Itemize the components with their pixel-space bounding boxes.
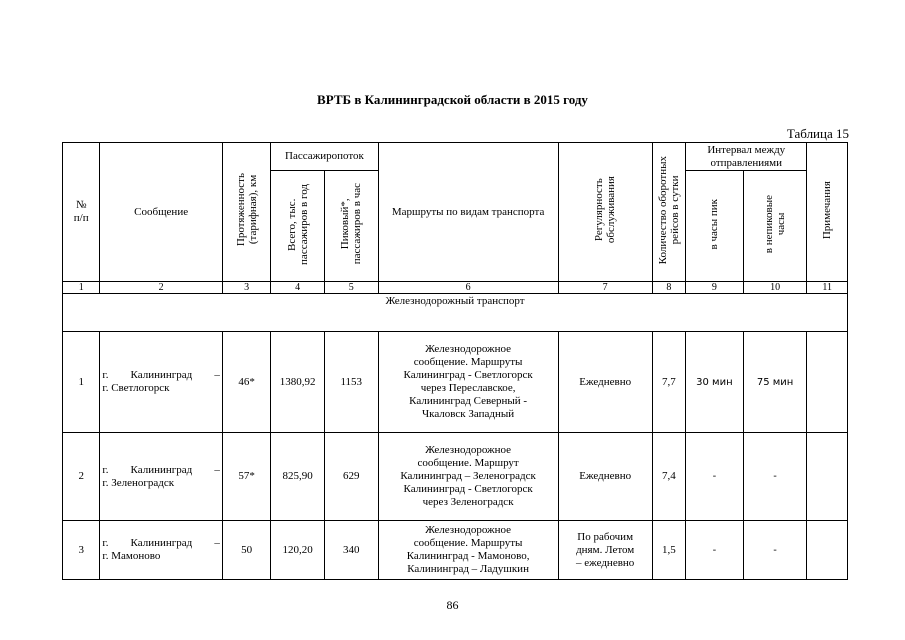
header-trips: [652, 143, 685, 282]
document-title: ВРТБ в Калининградской области в 2015 году: [317, 92, 588, 107]
row-message-line2: г. Мамоново: [102, 550, 161, 562]
header-peak-text: Пиковый*, пассажиров в час: [339, 183, 364, 265]
column-number: 5: [324, 282, 378, 294]
row-total: 825,90: [271, 433, 325, 521]
row-num: 1: [63, 332, 100, 433]
row-interval-offpeak: -: [743, 521, 807, 580]
column-number: 9: [686, 282, 744, 294]
row-interval-peak: -: [686, 433, 744, 521]
row-length: 50: [222, 521, 271, 580]
row-interval-offpeak: 75 мин: [743, 332, 807, 433]
row-regularity: По рабочим дням. Летом – ежедневно: [558, 521, 652, 580]
column-number: 7: [558, 282, 652, 294]
header-num: № п/п: [63, 143, 100, 282]
header-total: [271, 171, 325, 282]
row-peak: 1153: [324, 332, 378, 433]
column-numbers-row: [63, 282, 848, 294]
section-spacer: [63, 309, 848, 332]
row-num: 3: [63, 521, 100, 580]
row-peak: 340: [324, 521, 378, 580]
table-row: [63, 433, 848, 521]
row-trips: 7,7: [652, 332, 685, 433]
routes-table: [62, 142, 848, 580]
row-length: 46*: [222, 332, 271, 433]
row-message: [100, 332, 222, 433]
column-number: 3: [222, 282, 271, 294]
header-length: [222, 143, 271, 282]
column-number: 10: [743, 282, 807, 294]
header-regularity-text: Регулярность обслуживания: [593, 176, 618, 244]
header-trips-text: Количество оборотных рейсов в сутки: [656, 155, 681, 265]
header-interval-offpeak: [743, 171, 807, 282]
section-title: Железнодорожный транспорт: [63, 294, 848, 310]
row-routes: Железнодорожное сообщение. Маршрут Калининград – Зеленоградск Калининград - Светлогорск через Зеленоградск: [378, 433, 558, 521]
page-number: 86: [446, 598, 459, 612]
header-total-text: Всего, тыс. пассажиров в год: [285, 183, 310, 265]
header-interval-peak: [686, 171, 744, 282]
row-message: [100, 521, 222, 580]
row-regularity: Ежедневно: [558, 433, 652, 521]
row-routes: Железнодорожное сообщение. Маршруты Калининград - Светлогорск через Переславское, Калининград Северный - Чкаловск Западный: [378, 332, 558, 433]
header-peak: [324, 171, 378, 282]
header-interval: Интервал между отправлениями: [686, 143, 807, 171]
row-notes: [807, 332, 848, 433]
header-notes: [807, 143, 848, 282]
row-message-line1: г. Калининград –: [102, 369, 220, 381]
section-row: [63, 294, 848, 310]
column-number: 1: [63, 282, 100, 294]
row-total: 1380,92: [271, 332, 325, 433]
row-message: [100, 433, 222, 521]
column-number: 4: [271, 282, 325, 294]
column-number: 2: [100, 282, 222, 294]
row-message-line2: г. Зеленоградск: [102, 476, 175, 489]
column-number: 11: [807, 282, 848, 294]
row-interval-peak: -: [686, 521, 744, 580]
row-routes: Железнодорожное сообщение. Маршруты Калининград - Мамоново, Калининград – Ладушкин: [378, 521, 558, 580]
header-regularity: [558, 143, 652, 282]
section-spacer-row: [63, 309, 848, 332]
row-length: 57*: [222, 433, 271, 521]
row-message-line1: г. Калининград –: [102, 463, 220, 476]
row-notes: [807, 433, 848, 521]
row-regularity: Ежедневно: [558, 332, 652, 433]
column-number: 8: [652, 282, 685, 294]
row-peak: 629: [324, 433, 378, 521]
row-trips: 7,4: [652, 433, 685, 521]
header-length-text: Протяженность (тарифная), км: [234, 173, 259, 247]
header-notes-text: Примечания: [821, 180, 834, 240]
row-trips: 1,5: [652, 521, 685, 580]
header-routes: Маршруты по видам транспорта: [378, 143, 558, 282]
row-num: 2: [63, 433, 100, 521]
table-row: [63, 521, 848, 580]
header-interval-offpeak-text: в непиковые часы: [763, 194, 788, 254]
row-notes: [807, 521, 848, 580]
row-interval-offpeak: -: [743, 433, 807, 521]
row-message-line1: г. Калининград –: [102, 537, 220, 549]
table-row: [63, 332, 848, 433]
row-interval-peak: 30 мин: [686, 332, 744, 433]
column-number: 6: [378, 282, 558, 294]
header-interval-peak-text: в часы пик: [708, 198, 721, 250]
table-label: Таблица 15: [786, 126, 849, 141]
header-row: [63, 143, 848, 171]
row-total: 120,20: [271, 521, 325, 580]
header-passenger-flow: Пассажиропоток: [271, 143, 378, 171]
row-message-line2: г. Светлогорск: [102, 382, 170, 394]
header-message: Сообщение: [100, 143, 222, 282]
